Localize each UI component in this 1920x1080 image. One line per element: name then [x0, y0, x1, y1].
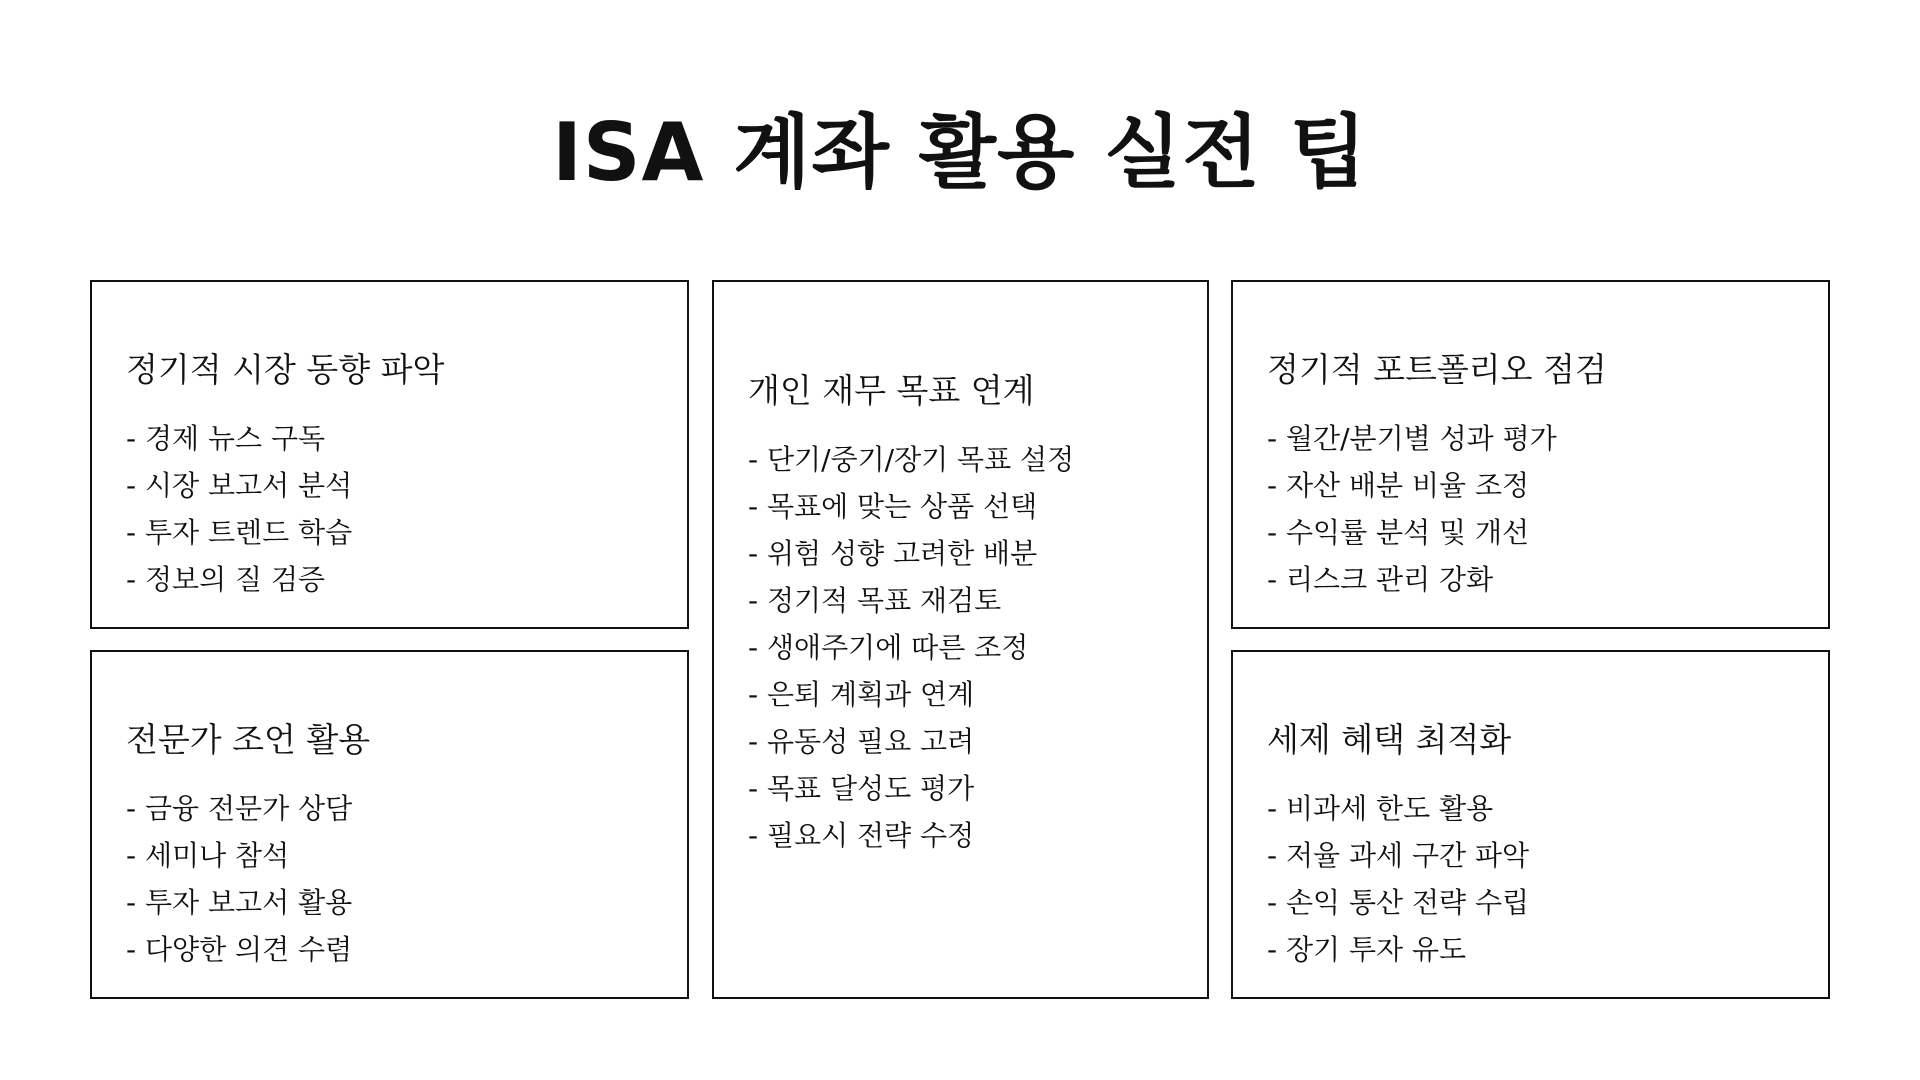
list-item: - 투자 보고서 활용 — [126, 886, 353, 919]
card-list — [748, 436, 1074, 859]
list-item: - 금융 전문가 상담 — [126, 792, 353, 825]
list-item: - 세미나 참석 — [126, 839, 290, 872]
card-market-trends — [90, 280, 689, 629]
card-expert-advice — [90, 650, 689, 999]
card-heading: 정기적 시장 동향 파악 — [126, 350, 445, 389]
card-list — [1267, 785, 1529, 973]
card-heading: 전문가 조언 활용 — [126, 720, 371, 759]
list-item: - 위험 성향 고려한 배분 — [748, 537, 1038, 570]
list-item: - 리스크 관리 강화 — [1267, 563, 1494, 596]
list-item: - 수익률 분석 및 개선 — [1267, 516, 1530, 549]
list-item: - 정보의 질 검증 — [126, 563, 326, 596]
list-item: - 유동성 필요 고려 — [748, 725, 975, 758]
page-title: ISA 계좌 활용 실전 팁 — [552, 106, 1368, 199]
list-item: - 자산 배분 비율 조정 — [1267, 469, 1530, 502]
list-item: - 저율 과세 구간 파악 — [1267, 839, 1530, 872]
card-portfolio-review — [1231, 280, 1830, 629]
list-item: - 필요시 전략 수정 — [748, 819, 975, 852]
list-item: - 목표 달성도 평가 — [748, 772, 975, 805]
list-item: - 월간/분기별 성과 평가 — [1267, 422, 1557, 455]
list-item: - 목표에 맞는 상품 선택 — [748, 490, 1038, 523]
card-heading: 정기적 포트폴리오 점검 — [1267, 350, 1607, 389]
list-item: - 장기 투자 유도 — [1267, 933, 1467, 966]
list-item: - 은퇴 계획과 연계 — [748, 678, 975, 711]
card-list — [1267, 415, 1557, 603]
list-item: - 투자 트렌드 학습 — [126, 516, 353, 549]
card-heading: 개인 재무 목표 연계 — [748, 371, 1035, 410]
card-list — [126, 785, 352, 973]
card-financial-goals — [712, 280, 1209, 999]
list-item: - 생애주기에 따른 조정 — [748, 631, 1029, 664]
list-item: - 손익 통산 전략 수립 — [1267, 886, 1530, 919]
list-item: - 다양한 의견 수렴 — [126, 933, 353, 966]
list-item: - 시장 보고서 분석 — [126, 469, 353, 502]
list-item: - 정기적 목표 재검토 — [748, 584, 1002, 617]
card-heading: 세제 혜택 최적화 — [1267, 720, 1512, 759]
list-item: - 비과세 한도 활용 — [1267, 792, 1494, 825]
list-item: - 경제 뉴스 구독 — [126, 422, 326, 455]
card-tax-optimization — [1231, 650, 1830, 999]
card-list — [126, 415, 352, 603]
list-item: - 단기/중기/장기 목표 설정 — [748, 443, 1075, 476]
